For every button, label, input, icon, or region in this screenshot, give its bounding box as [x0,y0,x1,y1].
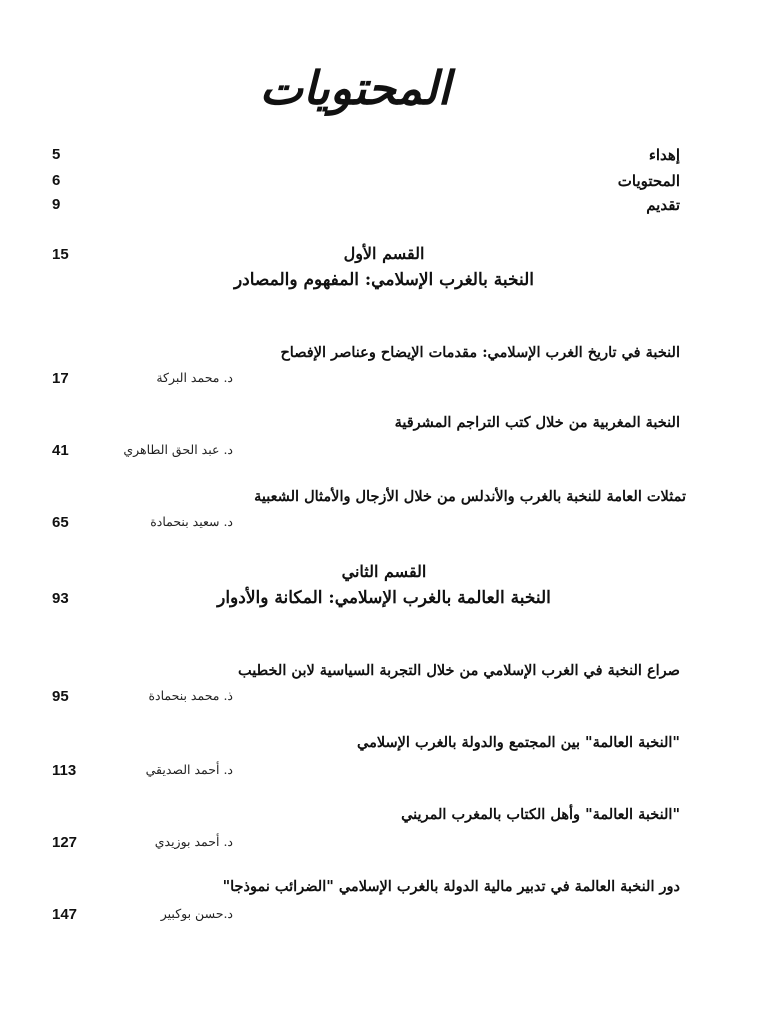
page-number: 95 [52,688,69,705]
toc-article-title[interactable]: "النخبة العالمة" بين المجتمع والدولة بالغرب الإسلامي [356,734,680,751]
toc-article-title[interactable]: "النخبة العالمة" وأهل الكتاب بالمغرب المريني [401,806,680,823]
page-number: 113 [52,762,77,779]
toc-article-author: د. أحمد بوزيدي [154,834,233,849]
page-number: 15 [52,246,69,263]
toc-article-title[interactable]: دور النخبة العالمة في تدبير مالية الدولة بالغرب الإسلامي "الضرائب نموذجا" [222,878,680,895]
toc-article-author: د. محمد البركة [156,370,233,385]
toc-article-title[interactable]: النخبة في تاريخ الغرب الإسلامي: مقدمات الإيضاح وعناصر الإفصاح [280,344,680,361]
page-title: المحتويات [259,61,451,115]
section-heading[interactable]: القسم الثاني [341,562,427,581]
page-number: 41 [52,442,69,459]
section-subtitle: النخبة العالمة بالغرب الإسلامي: المكانة والأدوار [217,588,551,608]
page-number: 5 [52,146,61,163]
page-number: 93 [52,590,69,607]
toc-article-author: ذ. محمد بنحمادة [148,688,233,703]
toc-article-title[interactable]: صراع النخبة في الغرب الإسلامي من خلال التجربة السياسية لابن الخطيب [238,662,680,679]
page-number: 9 [52,196,61,213]
page-number: 17 [52,370,69,387]
toc-article-title[interactable]: تمثلات العامة للنخبة بالغرب والأندلس من خلال الأزجال والأمثال الشعبية [254,488,686,505]
section-subtitle: النخبة بالغرب الإسلامي: المفهوم والمصادر [233,270,535,290]
page-number: 147 [52,906,78,923]
toc-entry-preface[interactable]: تقديم [646,196,680,214]
page-number: 65 [52,514,69,531]
toc-article-title[interactable]: النخبة المغربية من خلال كتب التراجم المشرقية [394,414,680,431]
section-heading[interactable]: القسم الأول [343,244,425,263]
toc-article-author: د.حسن بوكبير [160,906,233,921]
toc-entry-contents[interactable]: المحتويات [617,172,680,190]
toc-entry-dedication[interactable]: إهداء [648,146,680,164]
page-number: 127 [52,834,78,851]
toc-article-author: د. عبد الحق الطاهري [123,442,233,457]
page-number: 6 [52,172,61,189]
toc-article-author: د. سعيد بنحمادة [150,514,233,529]
toc-article-author: د. أحمد الصديقي [145,762,233,777]
